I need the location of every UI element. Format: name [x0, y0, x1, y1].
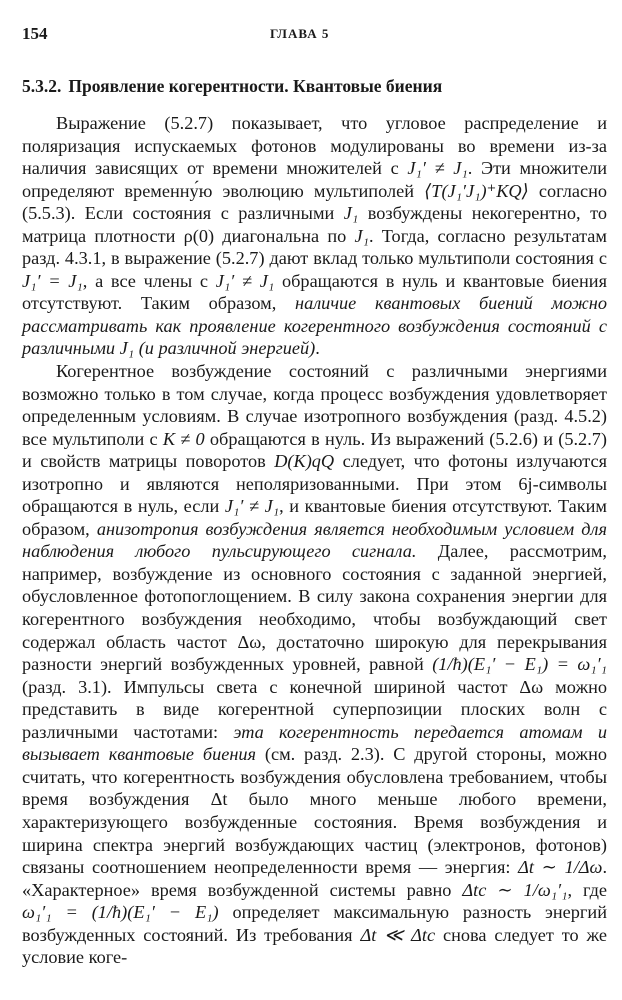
math-inline: K ≠ 0	[162, 428, 205, 449]
text-run: . Эти множители определяют временну́ю эволюцию мультиполей	[22, 158, 607, 201]
emphasis-run: (и различной энергией)	[138, 338, 316, 359]
book-page	[22, 24, 607, 969]
text-run: , а все члены с	[82, 270, 209, 291]
text-run: . Тогда, согласно результатам разд. 4.3.1, в выражение (5.2.7) дают вклад только мультиполи состояния с	[22, 225, 607, 269]
math-inline: J₁′ ≠ J₁	[224, 496, 280, 517]
math-inline: ω₁′₁ = (1/ħ)(E₁′ − E₁)	[22, 902, 219, 923]
math-inline: ⟨T(J₁′J₁)⁺KQ⟩	[424, 180, 529, 201]
paragraph-2	[22, 360, 607, 969]
math-inline: J₁	[343, 203, 359, 224]
text-run: (см. разд. 2.3). С другой стороны, можно считать, что когерентность возбуждения обусловлена требованием, чтобы время возбуждения Δt было много меньше любого времени, характеризующего возбужденные состояния. Время возбуждения и ширина спектра энергий возбуждающих частиц (электронов, фотонов) связаны соотношением неопределенности время — энергия:	[22, 744, 607, 878]
section-title: Проявление когерентности. Квантовые биения	[68, 76, 443, 96]
section-heading	[22, 74, 607, 98]
math-inline: Δt ∼ 1/Δω	[518, 857, 603, 878]
chapter-label: ГЛАВА 5	[270, 26, 330, 41]
text-run: Выражение (5.2.7) показывает, что угловое распределение и поляризация испускаемых фотонов модулированы во времени из-за наличия зависящих от времени множителей с	[22, 113, 607, 179]
text-run: Далее, рассмотрим, например, возбуждение из основного состояния с заданной энергией, обусловленное фотопоглощением. В силу закона сохранения энергии для когерентного возбуждения необходимо, чтобы возбуждающий свет содержал область частот Δω, достаточно широкую для перекрывания разности энергий возбужденных уровней, равной	[22, 541, 607, 675]
text-run: .	[315, 338, 320, 359]
math-inline: J₁′ ≠ J₁	[407, 158, 468, 179]
text-run: возбуждены некогерентно, то матрица плотности ρ(0) диагональна по	[22, 203, 607, 246]
text-run: , и квантовые биения отсутствуют. Таким образом,	[22, 496, 607, 539]
text-run: . «Характерное» время возбужденной системы равно	[22, 857, 608, 900]
math-inline: Δt ≪ Δtc	[360, 924, 436, 945]
math-inline: J₁	[119, 338, 135, 359]
text-run: Когерентное возбуждение состояний с различными энергиями возможно только в том случае, когда процесс возбуждения удовлетворяет определенным условиям. В случае изотропного возбуждения (разд. 4.5.2) все мультиполи с	[22, 361, 607, 449]
text-run: снова следует то же условие коге-	[22, 924, 607, 968]
text-run: согласно (5.5.3). Если состояния с различными	[22, 180, 607, 224]
emphasis-run: эта когерентность передается атомам и вызывает квантовые биения	[22, 721, 607, 765]
paragraph-1	[22, 112, 607, 360]
text-run: следует, что фотоны излучаются изотропно и являются неполяризованными. При этом 6j-символы обращаются в нуль, если	[22, 451, 607, 517]
page-number: 154	[22, 24, 48, 43]
text-run: обращаются в нуль и квантовые биения отсутствуют. Таким образом,	[22, 270, 607, 314]
text-run: (разд. 3.1). Импульсы света с конечной шириной частот Δω можно представить в виде когерентной суперпозиции плоских волн с различными частотами:	[22, 676, 607, 742]
text-run: обращаются в нуль. Из выражений (5.2.6) и (5.2.7) и свойств матрицы поворотов	[22, 428, 607, 472]
section-number: 5.3.2.	[22, 76, 62, 96]
text-run: , где	[567, 879, 607, 900]
math-inline: D(K)qQ	[274, 451, 335, 472]
math-inline: J₁′ = J₁	[22, 270, 83, 291]
math-inline: Δtc ∼ 1/ω₁′₁	[462, 879, 568, 900]
text-run: определяет максимальную разность энергий возбужденных состояний. Из требования	[22, 902, 607, 945]
running-head	[22, 24, 607, 48]
math-inline: J₁	[354, 225, 369, 246]
emphasis-run: наличие квантовых биений можно рассматривать как проявление когерентного возбуждения состояний с различными	[22, 293, 607, 359]
emphasis-run: анизотропия возбуждения является необходимым условием для наблюдения любого пульсирующего сигнала.	[22, 518, 607, 562]
math-inline: J₁′ ≠ J₁	[215, 270, 275, 291]
math-inline: (1/ħ)(E₁′ − E₁) = ω₁′₁	[432, 654, 608, 675]
